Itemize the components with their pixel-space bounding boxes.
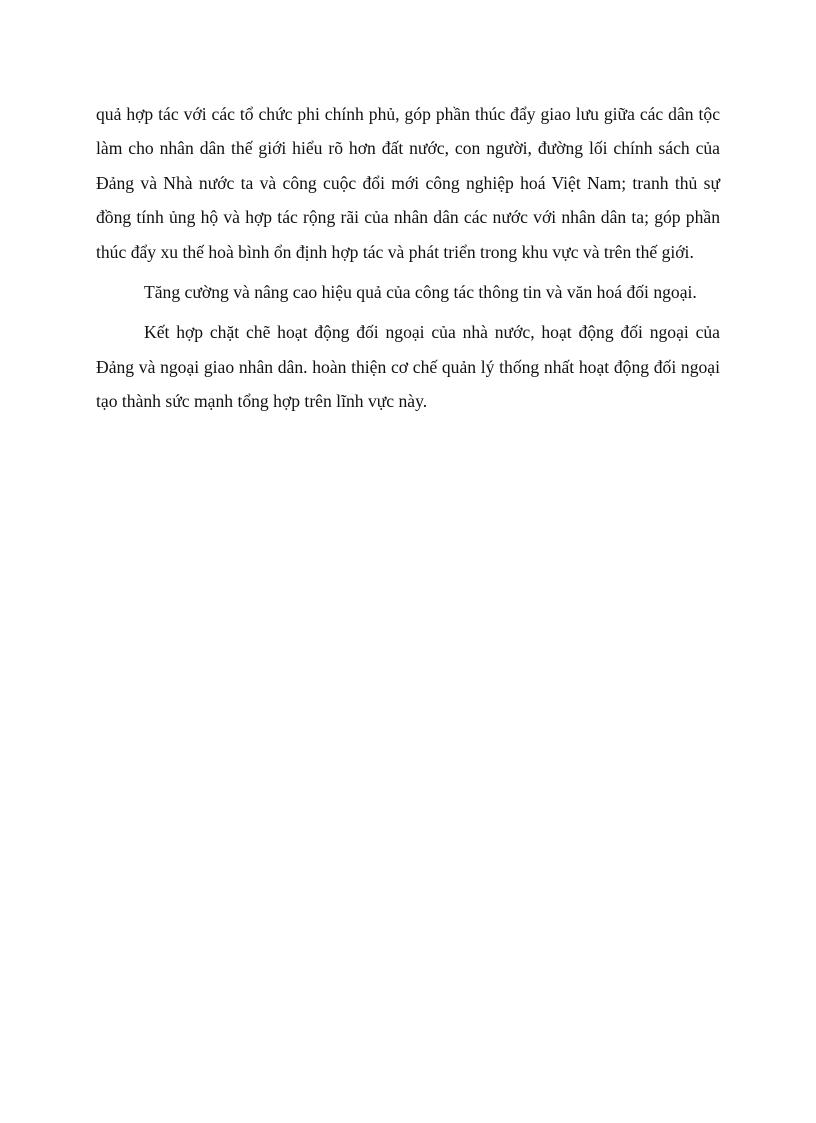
- paragraph-continuation: quả hợp tác với các tổ chức phi chính phủ, góp phần thúc đẩy giao lưu giữa các dân tộc làm cho nhân dân thế giới hiểu rõ hơn đất nước, con người, đường lối chính sách của Đảng và Nhà nước ta và công cuộc đổi mới công nghiệp hoá Việt Nam; tranh thủ sự đồng tính ủng hộ và hợp tác rộng rãi của nhân dân các nước với nhân dân ta; góp phần thúc đẩy xu thế hoà bình ổn định hợp tác và phát triển trong khu vực và trên thế giới.: [96, 104, 720, 262]
- paragraph-coordination: Kết hợp chặt chẽ hoạt động đối ngoại của nhà nước, hoạt động đối ngoại của Đảng và ngoại giao nhân dân. hoàn thiện cơ chế quản lý thống nhất hoạt động đối ngoại tạo thành sức mạnh tổng hợp trên lĩnh vực này.: [96, 322, 720, 412]
- paragraph-information-culture: Tăng cường và nâng cao hiệu quả của công tác thông tin và văn hoá đối ngoại.: [144, 282, 697, 303]
- document-body: [96, 97, 720, 425]
